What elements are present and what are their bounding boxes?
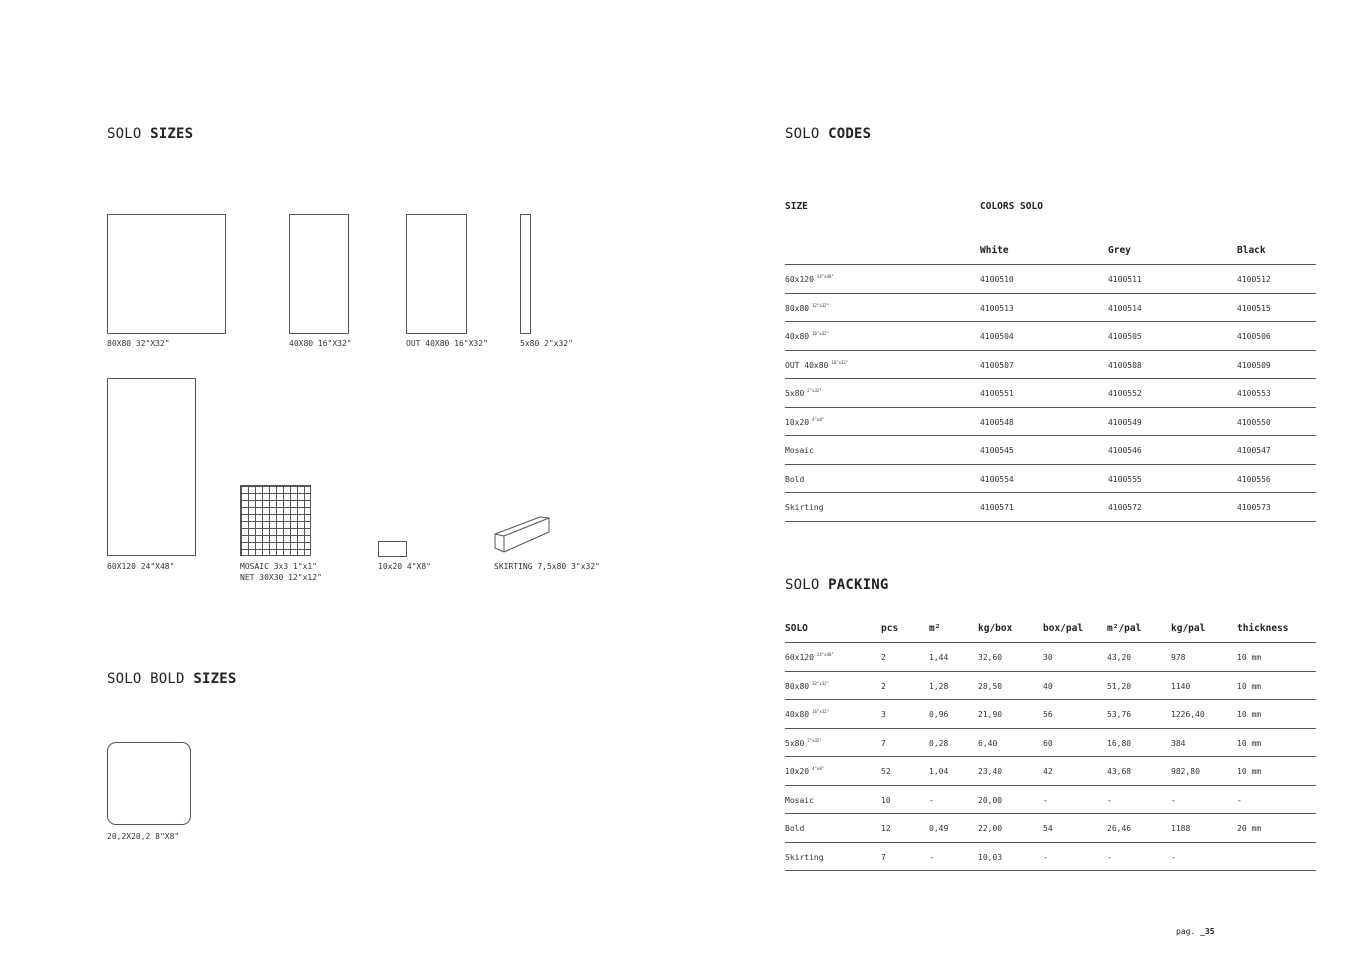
packing-title	[785, 577, 889, 593]
packing-cell-m2pal: 16,80	[1107, 738, 1132, 748]
packing-cell-m2: 1,28	[929, 681, 949, 691]
codes-row-size	[785, 361, 848, 370]
codes-cell-grey: 4100552	[1108, 389, 1142, 398]
codes-colors-header: COLORS SOLO	[980, 201, 1043, 212]
codes-row-rule	[785, 321, 1316, 322]
packing-cell-m2pal: -	[1107, 852, 1112, 862]
packing-title-bold: PACKING	[828, 577, 889, 593]
tile-80x80-shape	[107, 214, 226, 334]
tile-60x120-shape	[107, 378, 196, 556]
tile-80x80-label: 80X80 32"X32"	[107, 339, 170, 348]
packing-cell-boxpal: -	[1043, 795, 1048, 805]
packing-cell-m2pal: 43,20	[1107, 653, 1132, 662]
codes-title-light: SOLO	[785, 126, 820, 142]
packing-cell-kgpal: 1226,40	[1171, 710, 1205, 719]
packing-cell-boxpal: 60	[1043, 738, 1053, 748]
packing-col-header: SOLO	[785, 623, 808, 634]
tile-5x80-label: 5x80 2"x32"	[520, 339, 573, 348]
packing-row-size	[785, 682, 829, 691]
packing-row-rule	[785, 870, 1316, 871]
packing-cell-m2: -	[929, 852, 934, 862]
codes-row-rule	[785, 521, 1316, 522]
packing-row-rule	[785, 813, 1316, 814]
packing-size-inch: 2"x32"	[807, 737, 822, 743]
packing-cell-thickness: 10 mm	[1237, 738, 1262, 748]
packing-cell-kgbox: 23,40	[978, 767, 1003, 776]
codes-cell-grey: 4100511	[1108, 275, 1142, 284]
codes-size-inch: 4"x8"	[812, 416, 825, 422]
packing-cell-boxpal: 42	[1043, 767, 1053, 776]
packing-size-inch: 24"x48"	[816, 652, 834, 657]
packing-cell-m2pal: -	[1107, 795, 1112, 805]
packing-row-rule	[785, 756, 1316, 757]
codes-row-size	[785, 332, 829, 341]
codes-row-size	[785, 275, 834, 284]
packing-row-size	[785, 796, 814, 805]
packing-row-rule	[785, 842, 1316, 843]
codes-cell-grey: 4100555	[1108, 474, 1142, 484]
tile-10x20-shape	[378, 541, 407, 557]
codes-cell-black: 4100512	[1237, 275, 1271, 284]
tile-out-40x80-shape	[406, 214, 467, 334]
sizes-title-bold: SIZES	[150, 126, 194, 142]
codes-size-value: 10x20	[785, 417, 810, 427]
codes-cell-white: 4100504	[980, 332, 1014, 341]
packing-cell-m2: 1,04	[929, 767, 949, 776]
codes-cell-black: 4100509	[1237, 360, 1271, 370]
codes-cell-white: 4100551	[980, 389, 1014, 398]
codes-size-inch: 16"x32"	[831, 359, 849, 365]
packing-row-size	[785, 824, 804, 833]
codes-row-size	[785, 475, 804, 484]
packing-cell-pcs: 10	[881, 795, 891, 805]
codes-row-rule	[785, 350, 1316, 351]
codes-cell-black: 4100573	[1237, 503, 1271, 512]
codes-cell-white: 4100507	[980, 360, 1014, 370]
packing-cell-pcs: 2	[881, 653, 886, 662]
codes-cell-grey: 4100514	[1108, 303, 1142, 313]
codes-title	[785, 126, 871, 142]
skirting-label: SKIRTING 7,5x80 3"x32"	[494, 562, 600, 571]
packing-size-value: 5x80	[785, 738, 805, 748]
packing-col-header: box/pal	[1043, 623, 1084, 634]
packing-cell-thickness: 10 mm	[1237, 653, 1262, 662]
packing-size-inch: 32"x32"	[812, 680, 829, 686]
codes-cell-grey: 4100546	[1108, 446, 1142, 455]
packing-cell-boxpal: 56	[1043, 710, 1053, 719]
tile-10x20-label: 10x20 4"X8"	[378, 562, 431, 571]
packing-size-value: 10x20	[785, 767, 810, 776]
sizes-title-light: SOLO	[107, 126, 142, 142]
codes-cell-black: 4100547	[1237, 446, 1271, 455]
codes-cell-white: 4100554	[980, 474, 1014, 484]
tile-5x80-shape	[520, 214, 531, 334]
bold-sizes-title-bold: SIZES	[193, 671, 237, 687]
packing-cell-pcs: 12	[881, 824, 891, 833]
packing-cell-kgpal: 978	[1171, 653, 1186, 662]
packing-row-size	[785, 767, 824, 776]
packing-cell-pcs: 7	[881, 852, 886, 862]
packing-size-inch: 4"x8"	[812, 766, 825, 771]
page-number	[1176, 927, 1215, 936]
packing-cell-thickness: -	[1237, 795, 1242, 805]
packing-cell-kgbox: 10,03	[978, 852, 1003, 862]
packing-row-size	[785, 739, 822, 748]
skirting-icon	[494, 515, 552, 557]
packing-cell-pcs: 2	[881, 681, 886, 691]
packing-header-rule	[785, 642, 1316, 643]
codes-row-size	[785, 503, 824, 512]
packing-row-rule	[785, 699, 1316, 700]
packing-size-value: 80x80	[785, 681, 810, 691]
packing-row-rule	[785, 785, 1316, 786]
packing-cell-boxpal: 54	[1043, 824, 1053, 833]
packing-cell-kgpal: 982,80	[1171, 767, 1200, 776]
packing-col-header: m²/pal	[1107, 623, 1142, 634]
codes-size-header: SIZE	[785, 201, 808, 212]
codes-title-bold: CODES	[828, 126, 872, 142]
codes-cell-white: 4100548	[980, 417, 1014, 427]
codes-size-inch: 2"x32"	[807, 388, 822, 393]
packing-cell-kgbox: 22,00	[978, 824, 1003, 833]
codes-size-value: 60x120	[785, 275, 814, 284]
packing-col-header: kg/box	[978, 623, 1013, 634]
codes-cell-white: 4100545	[980, 446, 1014, 455]
packing-size-value: Bold	[785, 824, 805, 833]
tile-out-40x80-label: OUT 40X80 16"X32"	[406, 339, 488, 348]
codes-cell-black: 4100553	[1237, 389, 1271, 398]
packing-title-light: SOLO	[785, 577, 820, 593]
codes-cell-white: 4100571	[980, 503, 1014, 512]
codes-size-value: 80x80	[785, 303, 810, 313]
codes-row-size	[785, 446, 814, 455]
codes-cell-grey: 4100505	[1108, 332, 1142, 341]
bold-tile-shape	[107, 742, 191, 825]
packing-cell-m2: -	[929, 795, 934, 805]
codes-size-value: Skirting	[785, 503, 824, 512]
packing-cell-pcs: 3	[881, 710, 886, 719]
packing-row-rule	[785, 671, 1316, 672]
packing-cell-boxpal: 30	[1043, 653, 1053, 662]
packing-cell-boxpal: -	[1043, 852, 1048, 862]
packing-cell-kgbox: 28,50	[978, 681, 1003, 691]
packing-size-inch: 16"x32"	[812, 709, 829, 714]
codes-col-black: Black	[1237, 245, 1266, 256]
codes-cell-black: 4100556	[1237, 474, 1271, 484]
codes-col-white: White	[980, 245, 1009, 256]
packing-cell-pcs: 7	[881, 738, 886, 748]
codes-size-value: Mosaic	[785, 446, 814, 455]
packing-cell-m2pal: 51,20	[1107, 681, 1132, 691]
tile-40x80-shape	[289, 214, 349, 334]
codes-size-value: 40x80	[785, 332, 810, 341]
packing-cell-m2pal: 53,76	[1107, 710, 1132, 719]
codes-size-inch: 16"x32"	[812, 331, 829, 336]
packing-cell-thickness: 10 mm	[1237, 767, 1262, 776]
mosaic-label-line2: NET 30X30 12"x12"	[240, 573, 322, 582]
codes-cell-black: 4100515	[1237, 303, 1271, 313]
packing-col-header: thickness	[1237, 623, 1289, 634]
codes-size-value: 5x80	[785, 389, 805, 398]
codes-size-inch: 32"x32"	[812, 302, 829, 308]
packing-cell-m2pal: 43,68	[1107, 767, 1132, 776]
codes-row-rule	[785, 435, 1316, 436]
tile-40x80-label: 40X80 16"X32"	[289, 339, 352, 348]
packing-cell-thickness: 10 mm	[1237, 681, 1262, 691]
packing-row-size	[785, 710, 829, 719]
packing-col-header: pcs	[881, 623, 899, 634]
packing-col-header: kg/pal	[1171, 623, 1206, 634]
codes-row-rule	[785, 407, 1316, 408]
packing-cell-kgpal: 1140	[1171, 681, 1191, 691]
codes-cell-grey: 4100549	[1108, 417, 1142, 427]
packing-cell-m2: 0,49	[929, 824, 949, 833]
packing-cell-kgbox: 32,60	[978, 653, 1003, 662]
mosaic-label-line1: MOSAIC 3x3 1"x1"	[240, 562, 318, 571]
packing-cell-m2: 0,28	[929, 738, 949, 748]
codes-row-size	[785, 418, 824, 427]
packing-size-value: Mosaic	[785, 795, 814, 805]
bold-sizes-title	[107, 671, 236, 687]
sizes-title	[107, 126, 193, 142]
packing-size-value: 40x80	[785, 710, 810, 719]
codes-cell-black: 4100506	[1237, 332, 1271, 341]
packing-cell-kgbox: 6,40	[978, 738, 998, 748]
packing-cell-boxpal: 40	[1043, 681, 1053, 691]
packing-cell-m2pal: 26,46	[1107, 824, 1132, 833]
packing-cell-m2: 0,96	[929, 710, 949, 719]
codes-row-size	[785, 389, 822, 398]
mosaic-grid-shape	[240, 485, 311, 556]
packing-cell-m2: 1,44	[929, 653, 949, 662]
codes-size-inch: 24"x48"	[816, 274, 834, 279]
codes-col-grey: Grey	[1108, 245, 1131, 256]
packing-size-value: 60x120	[785, 653, 814, 662]
page-number-prefix: pag.	[1176, 927, 1196, 936]
codes-cell-white: 4100510	[980, 275, 1014, 284]
codes-row-rule	[785, 378, 1316, 379]
packing-cell-kgpal: 1188	[1171, 824, 1191, 833]
packing-col-header: m²	[929, 623, 941, 634]
codes-cell-black: 4100550	[1237, 417, 1271, 427]
codes-row-rule	[785, 464, 1316, 465]
codes-cell-grey: 4100572	[1108, 503, 1142, 512]
codes-size-value: OUT 40x80	[785, 360, 829, 370]
packing-row-size	[785, 853, 824, 862]
codes-header-rule	[785, 264, 1316, 265]
packing-size-value: Skirting	[785, 852, 824, 862]
codes-size-value: Bold	[785, 474, 805, 484]
page-number-value: _35	[1200, 927, 1215, 936]
codes-cell-grey: 4100508	[1108, 360, 1142, 370]
bold-tile-label: 20,2X20,2 8"X8"	[107, 832, 180, 841]
codes-row-size	[785, 304, 829, 313]
packing-cell-kgbox: 21,90	[978, 710, 1003, 719]
codes-cell-white: 4100513	[980, 303, 1014, 313]
tile-60x120-label: 60X120 24"X48"	[107, 562, 175, 571]
packing-cell-kgbox: 20,00	[978, 795, 1003, 805]
packing-row-size	[785, 653, 834, 662]
codes-row-rule	[785, 492, 1316, 493]
packing-cell-kgpal: -	[1171, 852, 1176, 862]
bold-sizes-title-light: SOLO BOLD	[107, 671, 185, 687]
codes-row-rule	[785, 293, 1316, 294]
packing-cell-kgpal: -	[1171, 795, 1176, 805]
packing-cell-thickness: 10 mm	[1237, 710, 1262, 719]
packing-cell-thickness: 20 mm	[1237, 824, 1262, 833]
packing-cell-kgpal: 384	[1171, 738, 1186, 748]
packing-cell-pcs: 52	[881, 767, 891, 776]
packing-row-rule	[785, 728, 1316, 729]
